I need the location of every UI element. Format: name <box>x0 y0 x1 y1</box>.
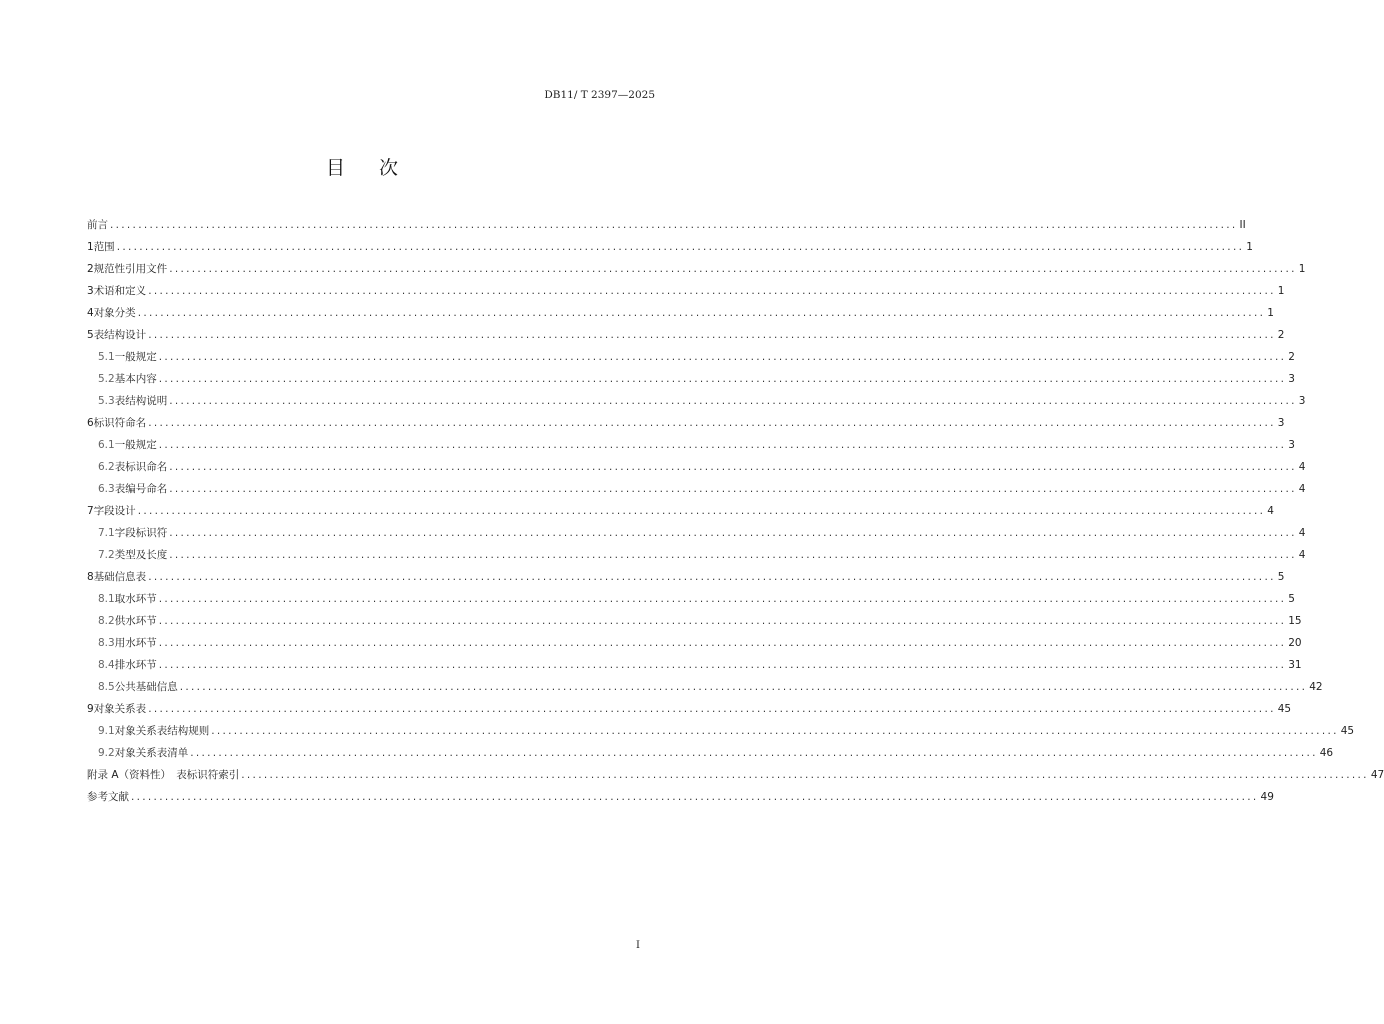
toc-entry-page: 45 <box>1340 725 1355 737</box>
toc-entry-number: 8.3 <box>98 637 115 649</box>
toc-dot-leader: ........................................................................................................................................................................................................ <box>211 725 1339 737</box>
toc-entry-page: 45 <box>1277 703 1292 715</box>
toc-dot-leader: ........................................................................................................................................................................................................ <box>169 395 1297 407</box>
toc-dot-leader: ........................................................................................................................................................................................................ <box>158 593 1287 605</box>
toc-entry-label: 表编号命名 <box>114 483 168 495</box>
toc-entry-label: 对象关系表清单 <box>114 747 189 759</box>
document-code: DB11/ T 2397—2025 <box>544 89 655 101</box>
toc-entry[interactable] <box>87 588 1295 610</box>
toc-entry-label: 排水环节 <box>114 659 157 671</box>
toc-entry-number: 6.2 <box>98 461 115 473</box>
toc-dot-leader: ........................................................................................................................................................................................................ <box>148 329 1276 341</box>
toc-entry[interactable] <box>87 258 1306 280</box>
toc-entry-page: 4 <box>1298 549 1306 561</box>
toc-dot-leader: ........................................................................................................................................................................................................ <box>169 527 1297 539</box>
toc-entry-number: 7.1 <box>98 527 115 539</box>
toc-entry-label: 基本内容 <box>114 373 157 385</box>
toc-entry[interactable] <box>87 214 1246 236</box>
toc-entry-page: 46 <box>1319 747 1334 759</box>
toc-entry[interactable] <box>87 610 1302 632</box>
toc-entry-label: 一般规定 <box>114 439 157 451</box>
toc-entry-page: 3 <box>1298 395 1306 407</box>
toc-entry-page: 49 <box>1260 791 1274 803</box>
toc-entry[interactable] <box>87 236 1253 258</box>
toc-entry[interactable] <box>87 434 1295 456</box>
toc-entry-page: 4 <box>1298 483 1306 495</box>
toc-entry[interactable] <box>87 280 1285 302</box>
toc-dot-leader: ........................................................................................................................................................................................................ <box>179 681 1308 693</box>
toc-entry[interactable] <box>87 324 1285 346</box>
toc-entry-number: 5.2 <box>98 373 115 385</box>
toc-entry[interactable] <box>87 390 1306 412</box>
toc-entry-number: 8.5 <box>98 681 115 693</box>
toc-entry-number: 8.2 <box>98 615 115 627</box>
toc-entry[interactable] <box>87 654 1302 676</box>
toc-entry-label: 表结构说明 <box>114 395 168 407</box>
toc-entry-number: 2 <box>87 263 94 275</box>
toc-dot-leader: ........................................................................................................................................................................................................ <box>110 219 1238 231</box>
toc-entry-number: 6.3 <box>98 483 115 495</box>
toc-entry-label: 对象分类 <box>93 307 136 319</box>
toc-entry-page: 1 <box>1277 285 1285 297</box>
toc-entry-page: 2 <box>1277 329 1285 341</box>
toc-dot-leader: ........................................................................................................................................................................................................ <box>158 637 1287 649</box>
toc-entry-label: 范围 <box>93 241 115 253</box>
toc-entry-number: 9.1 <box>98 725 115 737</box>
toc-entry-number: 5 <box>87 329 94 341</box>
toc-entry-page: 4 <box>1298 461 1306 473</box>
toc-entry-label: 供水环节 <box>114 615 157 627</box>
toc-entry-number: 6 <box>87 417 94 429</box>
toc-entry-page: 15 <box>1288 615 1302 627</box>
toc-dot-leader: ........................................................................................................................................................................................................ <box>158 439 1287 451</box>
toc-entry[interactable] <box>87 456 1306 478</box>
toc-entry-label: 公共基础信息 <box>114 681 178 693</box>
toc-entry[interactable] <box>87 720 1355 742</box>
page-number: I <box>636 940 640 951</box>
toc-entry-page: 1 <box>1246 241 1253 253</box>
toc-entry-number: 9.2 <box>98 747 115 759</box>
toc-entry-number: 6.1 <box>98 439 115 451</box>
toc-entry-number: 5.3 <box>98 395 115 407</box>
toc-entry-page: 5 <box>1288 593 1295 605</box>
toc-entry-page: 1 <box>1298 263 1306 275</box>
toc-dot-leader: ........................................................................................................................................................................................................ <box>116 241 1245 253</box>
toc-dot-leader: ........................................................................................................................................................................................................ <box>158 351 1287 363</box>
toc-entry[interactable] <box>87 632 1302 654</box>
toc-dot-leader: ........................................................................................................................................................................................................ <box>148 285 1276 297</box>
toc-entry[interactable] <box>87 544 1306 566</box>
toc-entry-number: 4 <box>87 307 94 319</box>
toc-dot-leader: ........................................................................................................................................................................................................ <box>131 791 1259 803</box>
toc-entry-number: 3 <box>87 285 94 297</box>
toc-entry-page: 42 <box>1309 681 1323 693</box>
toc-entry-page: 3 <box>1288 373 1295 385</box>
toc-entry[interactable] <box>87 764 1384 786</box>
toc-dot-leader: ........................................................................................................................................................................................................ <box>169 483 1297 495</box>
toc-entry-label: 附录 A（资料性） 表标识符索引 <box>87 769 240 781</box>
table-of-contents <box>87 214 1384 808</box>
toc-entry-number: 7 <box>87 505 94 517</box>
toc-entry[interactable] <box>87 346 1295 368</box>
toc-dot-leader: ........................................................................................................................................................................................................ <box>241 769 1369 781</box>
toc-entry[interactable] <box>87 302 1274 324</box>
toc-entry[interactable] <box>87 786 1274 808</box>
toc-entry-number: 9 <box>87 703 94 715</box>
toc-entry[interactable] <box>87 522 1306 544</box>
toc-entry-number: 8 <box>87 571 94 583</box>
toc-entry[interactable] <box>87 566 1285 588</box>
toc-entry-label: 类型及长度 <box>114 549 168 561</box>
toc-entry-page: 3 <box>1277 417 1285 429</box>
toc-entry-label: 字段标识符 <box>114 527 168 539</box>
toc-dot-leader: ........................................................................................................................................................................................................ <box>148 417 1276 429</box>
toc-dot-leader: ........................................................................................................................................................................................................ <box>169 461 1297 473</box>
toc-entry-label: 字段设计 <box>93 505 136 517</box>
toc-entry-page: 4 <box>1298 527 1306 539</box>
toc-entry-page: 20 <box>1288 637 1302 649</box>
toc-entry-page: 4 <box>1267 505 1274 517</box>
toc-dot-leader: ........................................................................................................................................................................................................ <box>190 747 1318 759</box>
toc-entry-page: 31 <box>1288 659 1302 671</box>
toc-dot-leader: ........................................................................................................................................................................................................ <box>137 505 1266 517</box>
toc-entry-number: 8.1 <box>98 593 115 605</box>
toc-dot-leader: ........................................................................................................................................................................................................ <box>148 703 1276 715</box>
toc-dot-leader: ........................................................................................................................................................................................................ <box>169 263 1297 275</box>
toc-entry-label: 术语和定义 <box>93 285 147 297</box>
toc-entry[interactable] <box>87 368 1295 390</box>
toc-entry-label: 表结构设计 <box>93 329 147 341</box>
toc-entry-number: 5.1 <box>98 351 115 363</box>
toc-entry-number: 7.2 <box>98 549 115 561</box>
toc-entry[interactable] <box>87 698 1292 720</box>
toc-entry-label: 参考文献 <box>87 791 129 803</box>
toc-entry[interactable] <box>87 412 1285 434</box>
toc-entry[interactable] <box>87 742 1334 764</box>
toc-entry[interactable] <box>87 478 1306 500</box>
toc-entry-page: 47 <box>1370 769 1384 781</box>
toc-dot-leader: ........................................................................................................................................................................................................ <box>148 571 1276 583</box>
toc-entry-label: 基础信息表 <box>93 571 147 583</box>
toc-dot-leader: ........................................................................................................................................................................................................ <box>158 373 1287 385</box>
toc-entry-page: 3 <box>1288 439 1295 451</box>
toc-entry-page: 1 <box>1267 307 1274 319</box>
toc-entry-label: 用水环节 <box>114 637 157 649</box>
toc-entry-label: 对象关系表 <box>93 703 147 715</box>
toc-entry[interactable] <box>87 500 1274 522</box>
page-title: 目次 <box>325 157 432 179</box>
toc-entry-page: II <box>1239 219 1246 231</box>
toc-entry-label: 规范性引用文件 <box>93 263 168 275</box>
toc-entry-label: 表标识命名 <box>114 461 168 473</box>
toc-entry-label: 对象关系表结构规则 <box>114 725 210 737</box>
toc-entry-page: 2 <box>1288 351 1295 363</box>
toc-entry-number: 1 <box>87 241 94 253</box>
toc-dot-leader: ........................................................................................................................................................................................................ <box>169 549 1297 561</box>
toc-entry-label: 取水环节 <box>114 593 157 605</box>
toc-dot-leader: ........................................................................................................................................................................................................ <box>137 307 1266 319</box>
toc-dot-leader: ........................................................................................................................................................................................................ <box>158 659 1287 671</box>
toc-entry-page: 5 <box>1277 571 1285 583</box>
toc-entry-label: 一般规定 <box>114 351 157 363</box>
toc-entry[interactable] <box>87 676 1323 698</box>
toc-entry-number: 8.4 <box>98 659 115 671</box>
toc-entry-label: 前言 <box>87 219 108 231</box>
toc-entry-label: 标识符命名 <box>93 417 147 429</box>
toc-dot-leader: ........................................................................................................................................................................................................ <box>158 615 1287 627</box>
